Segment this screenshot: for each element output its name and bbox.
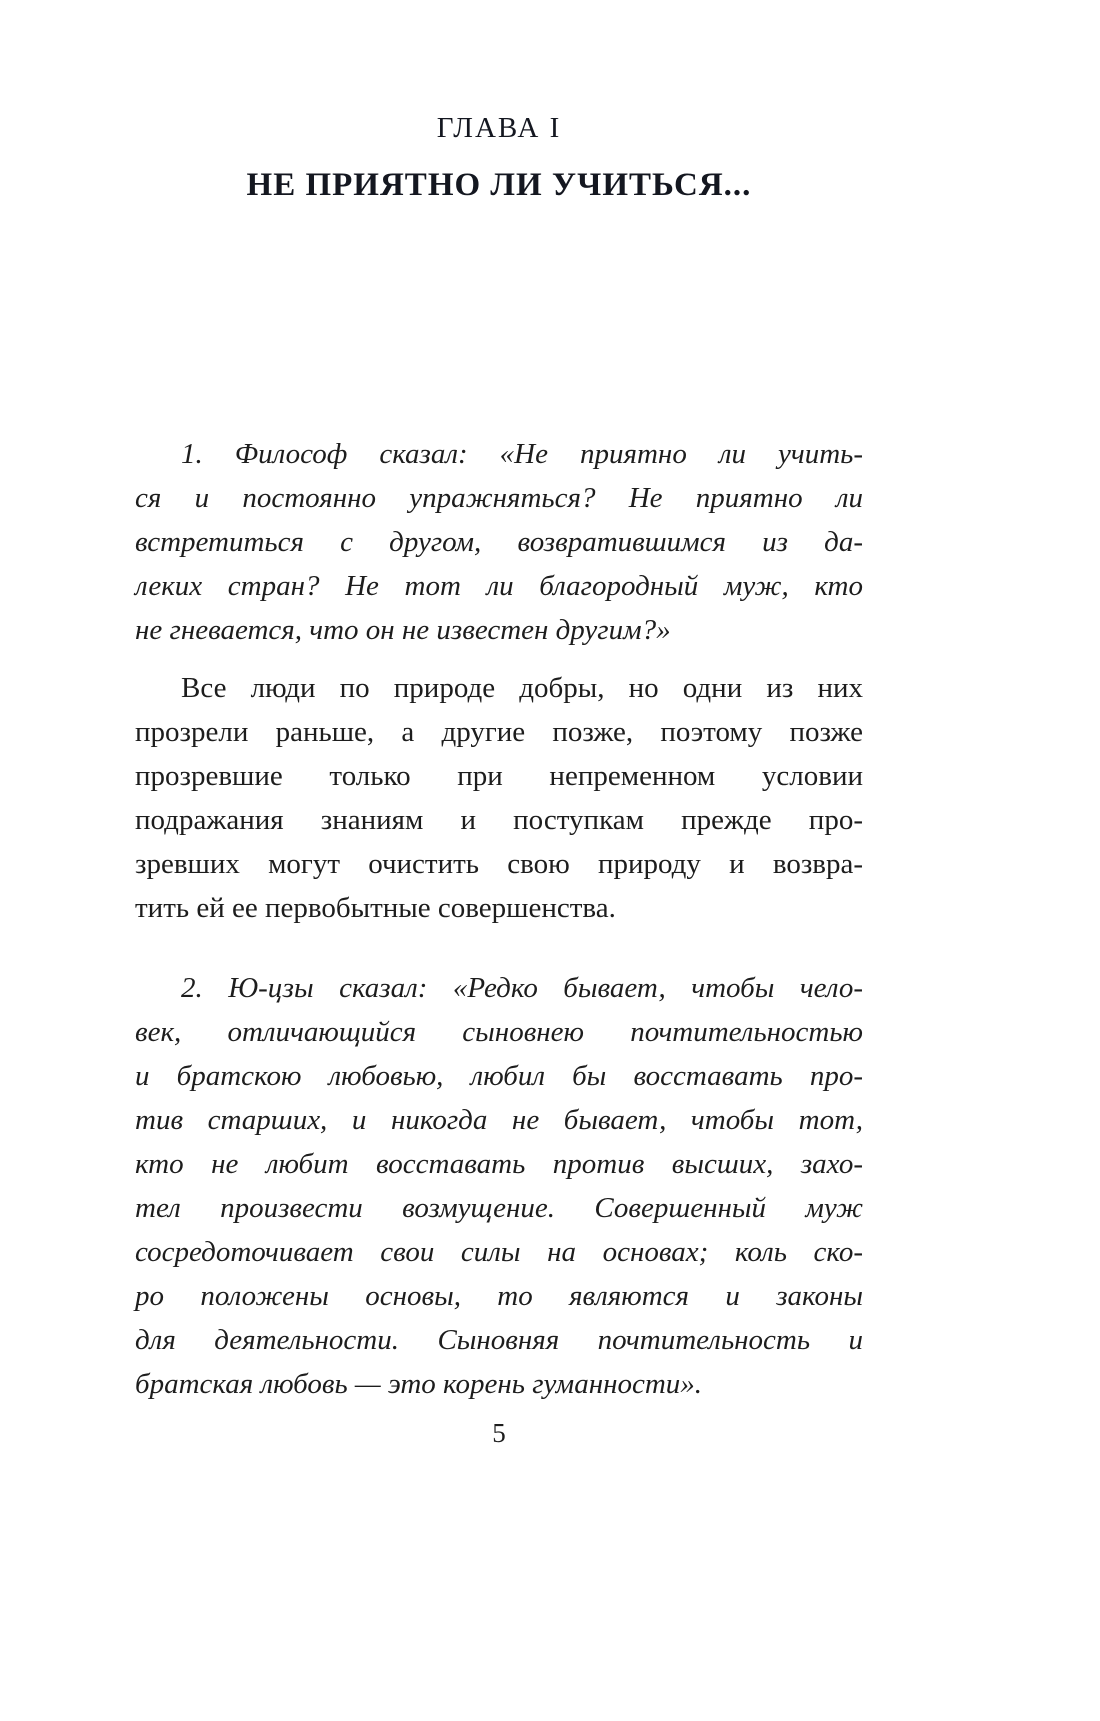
text-line: не гневается, что он не известен другим?» <box>135 614 671 646</box>
text-line: сосредоточивает свои силы на основах; коль ско- <box>135 1236 863 1268</box>
chapter-title: НЕ ПРИЯТНО ЛИ УЧИТЬСЯ... <box>246 167 752 203</box>
text-line: братская любовь — это корень гуманности». <box>135 1368 703 1400</box>
text-line: встретиться с другом, возвратившимся из да- <box>135 526 863 558</box>
text-line: ро положены основы, то являются и законы <box>135 1280 863 1312</box>
paragraph <box>135 666 863 930</box>
text-line: прозрели раньше, а другие позже, поэтому позже <box>135 716 863 748</box>
text-line: кто не любит восставать против высших, захо- <box>135 1148 863 1180</box>
chapter-heading <box>135 0 863 204</box>
text-line: век, отличающийся сыновнею почтительностью <box>135 1016 863 1048</box>
paragraph <box>135 966 863 1406</box>
text-line: для деятельности. Сыновняя почтительность и <box>135 1324 863 1356</box>
paragraph <box>135 432 863 652</box>
text-line: Все люди по природе добры, но одни из них <box>181 672 863 704</box>
text-line: зревших могут очистить свою природу и возвра- <box>135 848 863 880</box>
page-number: 5 <box>492 1418 506 1448</box>
text-line: 2. Ю-цзы сказал: «Редко бывает, чтобы чело- <box>181 972 863 1004</box>
paragraphs-container <box>135 432 863 1406</box>
text-line: ся и постоянно упражняться? Не приятно ли <box>135 482 863 514</box>
text-line: прозревшие только при непременном условии <box>135 760 863 792</box>
text-line: тив старших, и никогда не бывает, чтобы тот, <box>135 1104 863 1136</box>
book-page <box>135 0 863 1721</box>
text-line: 1. Философ сказал: «Не приятно ли учить- <box>181 438 863 470</box>
text-line: подражания знаниям и поступкам прежде про- <box>135 804 863 836</box>
text-line: тить ей ее первобытные совершенства. <box>135 892 616 924</box>
text-line: тел произвести возмущение. Совершенный муж <box>135 1192 863 1224</box>
text-line: и братскою любовью, любил бы восставать про- <box>135 1060 863 1092</box>
chapter-label: ГЛАВА I <box>436 112 562 144</box>
text-line: леких стран? Не тот ли благородный муж, кто <box>135 570 863 602</box>
